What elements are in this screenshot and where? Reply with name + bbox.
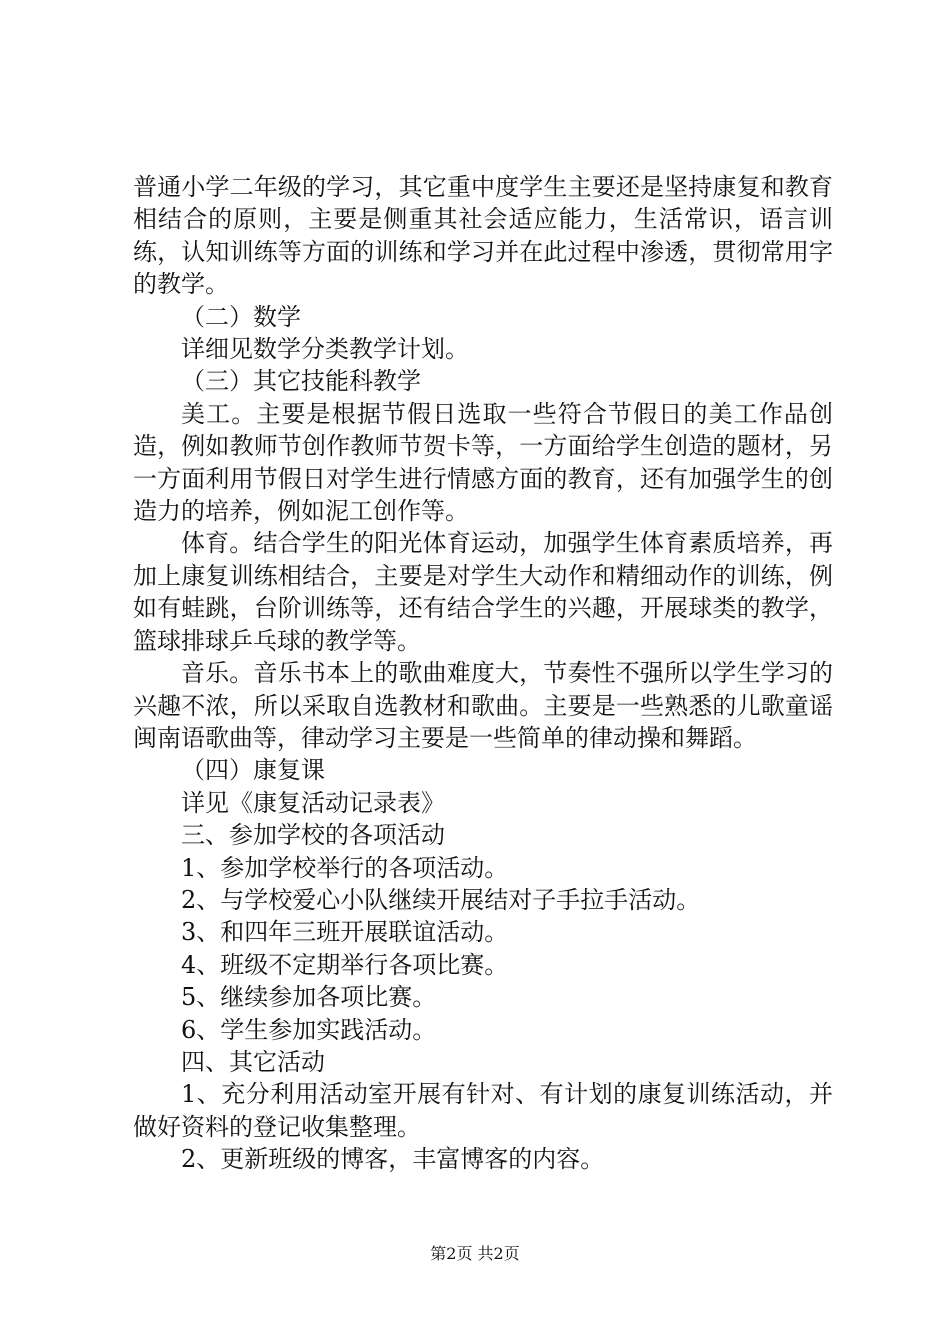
list-item: 1、充分利用活动室开展有针对、有计划的康复训练活动，并做好资料的登记收集整理。 [133, 1080, 833, 1141]
document-body [133, 171, 833, 1176]
list-item: 2、与学校爱心小队继续开展结对子手拉手活动。 [181, 885, 701, 914]
page-number-footer: 第2页 共2页 [430, 1244, 520, 1263]
paragraph-music: 音乐。音乐书本上的歌曲难度大，节奏性不强所以学生学习的兴趣不浓，所以采取自选教材和歌曲。主要是一些熟悉的儿歌童谣闽南语歌曲等，律动学习主要是一些简单的律动操和舞蹈。 [133, 659, 833, 752]
paragraph: 普通小学二年级的学习，其它重中度学生主要还是坚持康复和教育相结合的原则，主要是侧重其社会适应能力，生活常识，语言训练，认知训练等方面的训练和学习并在此过程中渗透，贯彻常用字的教学。 [133, 173, 833, 299]
list-item: 4、班级不定期举行各项比赛。 [181, 950, 509, 979]
list-item: 3、和四年三班开展联谊活动。 [181, 918, 509, 947]
section-heading-other-activities: 四、其它活动 [181, 1047, 325, 1076]
paragraph: 详细见数学分类教学计划。 [181, 335, 469, 364]
list-item: 2、更新班级的博客，丰富博客的内容。 [181, 1145, 605, 1174]
paragraph-art: 美工。主要是根据节假日选取一些符合节假日的美工作品创造，例如教师节创作教师节贺卡等，一方面给学生创造的题材，另一方面利用节假日对学生进行情感方面的教育，还有加强学生的创造力的培养，例如泥工创作等。 [133, 399, 833, 526]
paragraph-pe: 体育。结合学生的阳光体育运动，加强学生体育素质培养，再加上康复训练相结合，主要是对学生大动作和精细动作的训练，例如有蛙跳，台阶训练等，还有结合学生的兴趣，开展球类的教学，篮球排球乒乓球的教学等。 [133, 529, 833, 655]
list-item: 1、参加学校举行的各项活动。 [181, 853, 509, 882]
section-heading-school-activities: 三、参加学校的各项活动 [181, 821, 445, 850]
section-heading-skills: （三）其它技能科教学 [181, 367, 421, 396]
list-item: 6、学生参加实践活动。 [181, 1015, 437, 1044]
section-heading-math: （二）数学 [181, 302, 301, 331]
section-heading-rehab: （四）康复课 [181, 756, 325, 785]
list-item: 5、继续参加各项比赛。 [181, 983, 437, 1012]
paragraph: 详见《康复活动记录表》 [181, 788, 445, 817]
